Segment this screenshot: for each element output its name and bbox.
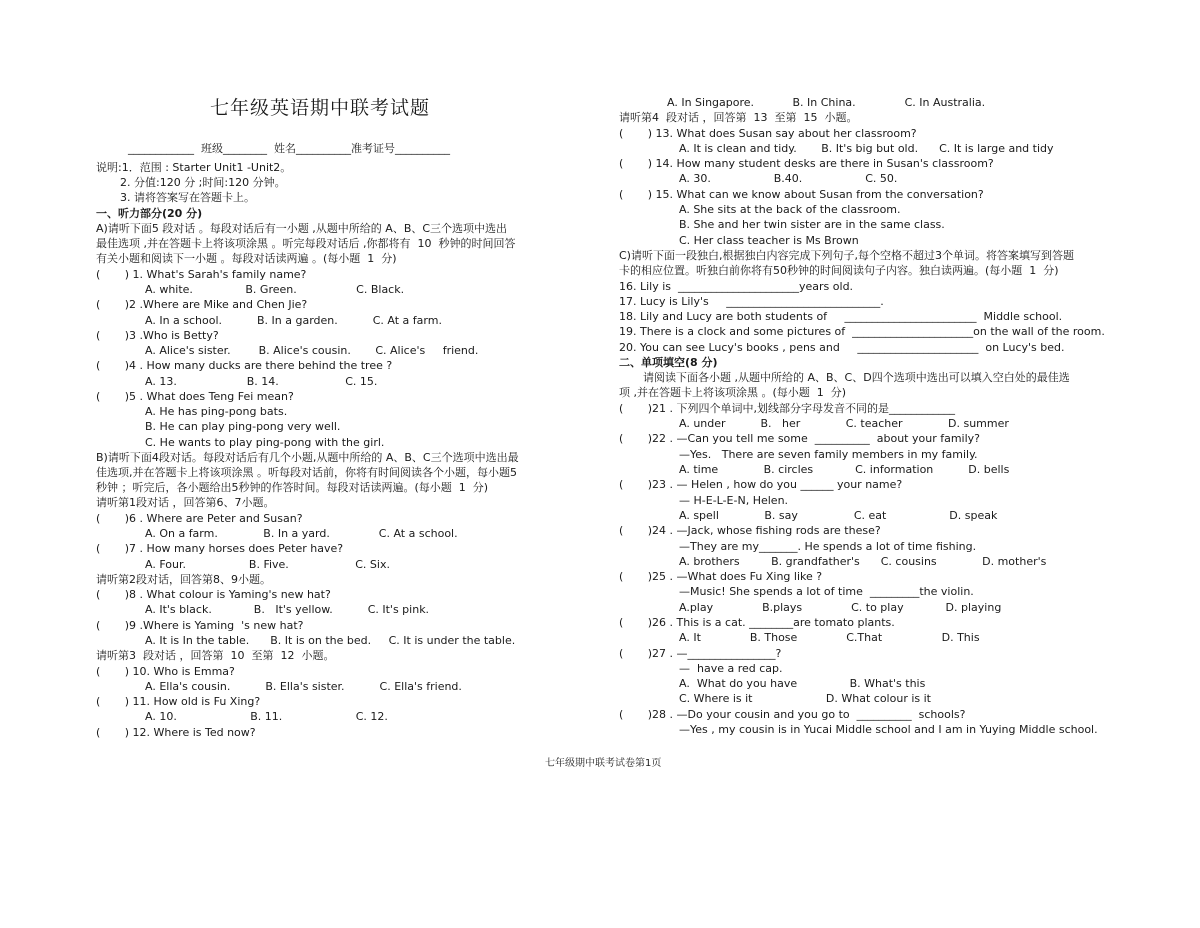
text-line: ( )24 . —Jack, whose fishing rods are these? [619,524,881,537]
text-line: 18. Lily and Lucy are both students of ________________________ Middle school. [619,310,1063,323]
text-line: A. Ella's cousin. B. Ella's sister. C. Ella's friend. [145,680,462,693]
text-line: — H-E-L-E-N, Helen. [679,494,789,507]
text-line: ( )25 . —What does Fu Xing like ? [619,570,823,583]
text-line: C. Where is it D. What colour is it [679,692,931,705]
text-line: C. Her class teacher is Ms Brown [679,234,859,247]
text-line: ( ) 14. How many student desks are there in Susan's classroom? [619,157,994,170]
text-line: 卡的相应位置。听独白前你将有50秒钟的时间阅读句子内容。独白读两遍。(每小题 1 分) [619,264,1059,277]
text-line: A. On a farm. B. In a yard. C. At a school. [145,527,458,540]
text-line: — have a red cap. [679,662,783,675]
text-line: ( )26 . This is a cat. ________are tomato plants. [619,616,895,629]
text-line: —Music! She spends a lot of time _________the violin. [679,585,974,598]
text-line: B. He can play ping-pong very well. [145,420,341,433]
text-line: —They are my_______. He spends a lot of time fishing. [679,540,977,553]
text-line: 19. There is a clock and some pictures of ______________________on the wall of the room. [619,325,1105,338]
text-line: 项 ,并在答题卡上将该项涂黑 。(每小题 1 分) [619,386,847,399]
text-line: A. It's black. B. It's yellow. C. It's pink. [145,603,430,616]
text-line: ( ) 13. What does Susan say about her classroom? [619,127,917,140]
text-line: —Yes , my cousin is in Yucai Middle school and I am in Yuying Middle school. [679,723,1098,736]
text-line: ( )28 . —Do your cousin and you go to __________ schools? [619,708,966,721]
text-line: 2. 分值:120 分 ;时间:120 分钟。 [120,176,286,189]
text-line: A.play B.plays C. to play D. playing [679,601,1002,614]
text-line: 秒钟 ；听完后，各小题给出5秒钟的作答时间。每段对话读两遍。(每小题 1 分) [96,481,489,494]
text-line: ( ) 12. Where is Ted now? [96,726,256,739]
text-line: A. He has ping-pong bats. [145,405,288,418]
text-line: A. It is clean and tidy. B. It's big but old. C. It is large and tidy [679,142,1054,155]
text-line: ( )6 . Where are Peter and Susan? [96,512,303,525]
text-line: A. Alice's sister. B. Alice's cousin. C. Alice's friend. [145,344,479,357]
text-line: 请听第3 段对话 ，回答第 10 至第 12 小题。 [96,649,335,662]
text-line: 请听第4 段对话 ，回答第 13 至第 15 小题。 [619,111,858,124]
text-line: 最佳选项 ,并在答题卡上将该项涂黑 。听完每段对话后 ,你都将有 10 秒钟的时间回答 [96,237,516,250]
text-line: A. It is In the table. B. It is on the bed. C. It is under the table. [145,634,516,647]
text-line: 一、听力部分(20 分) [96,207,203,220]
text-line: A. under B. her C. teacher D. summer [679,417,1009,430]
text-line: ( )4 . How many ducks are there behind the tree ? [96,359,393,372]
text-line: 16. Lily is ______________________years old. [619,280,854,293]
text-line: ( )8 . What colour is Yaming's new hat? [96,588,331,601]
text-line: ( ) 15. What can we know about Susan from the conversation? [619,188,984,201]
text-line: 佳选项,并在答题卡上将该项涂黑 。听每段对话前，你将有时间阅读各个小题，每小题5 [96,466,517,479]
text-line: 请听第1段对话 ，回答第6、7小题。 [96,496,275,509]
text-line: B. She and her twin sister are in the same class. [679,218,945,231]
text-line: A. 13. B. 14. C. 15. [145,375,378,388]
text-line: 3. 请将答案写在答题卡上。 [120,191,255,204]
student-info-fields: ____________ 班级________ 姓名__________准考证号__________ [128,142,450,155]
text-line: A. 30. B.40. C. 50. [679,172,898,185]
text-line: A. spell B. say C. eat D. speak [679,509,998,522]
text-line: 请听第2段对话，回答第8、9小题。 [96,573,271,586]
text-line: A. It B. Those C.That D. This [679,631,980,644]
text-line: 说明:1．范围 : Starter Unit1 -Unit2。 [96,161,292,174]
text-line: 请阅读下面各小题 ,从题中所给的 A、B、C、D四个选项中选出可以填入空白处的最佳选 [643,371,1070,384]
text-line: A. She sits at the back of the classroom. [679,203,901,216]
text-line: 20. You can see Lucy's books , pens and ______________________ on Lucy's bed. [619,341,1065,354]
text-line: A)请听下面5 段对话 。每段对话后有一小题 ,从题中所给的 A、B、C三个选项中选出 [96,222,508,235]
page-footer: 七年级期中联考试卷第1页 [545,758,662,769]
text-line: ( ) 11. How old is Fu Xing? [96,695,261,708]
text-line: 有关小题和阅读下一小题 。每段对话读两遍 。(每小题 1 分) [96,252,397,265]
text-line: A. time B. circles C. information D. bells [679,463,1010,476]
text-line: A. What do you have B. What's this [679,677,926,690]
text-line: ( )21 . 下列四个单词中,划线部分字母发音不同的是____________ [619,402,956,415]
text-line: ( )9 .Where is Yaming 's new hat? [96,619,304,632]
text-line: ( )27 . —________________? [619,647,782,660]
text-line: 二、单项填空(8 分) [619,356,718,369]
text-line: ( )23 . — Helen , how do you ______ your name? [619,478,903,491]
text-line: C. He wants to play ping-pong with the girl. [145,436,385,449]
text-line: A. 10. B. 11. C. 12. [145,710,388,723]
text-line: ( )22 . —Can you tell me some __________ about your family? [619,432,980,445]
text-line: A. brothers B. grandfather's C. cousins D. mother's [679,555,1047,568]
text-line: ( )3 .Who is Betty? [96,329,219,342]
text-line: ( )7 . How many horses does Peter have? [96,542,344,555]
text-line: ( ) 10. Who is Emma? [96,665,235,678]
text-line: ( )2 .Where are Mike and Chen Jie? [96,298,308,311]
text-line: B)请听下面4段对话。每段对话后有几个小题,从题中所给的 A、B、C三个选项中选出最 [96,451,519,464]
text-line: A. In a school. B. In a garden. C. At a farm. [145,314,442,327]
text-line: ( ) 1. What's Sarah's family name? [96,268,307,281]
text-line: A. Four. B. Five. C. Six. [145,558,390,571]
text-line: A. white. B. Green. C. Black. [145,283,405,296]
text-line: 17. Lucy is Lily's ____________________________. [619,295,884,308]
text-line: ( )5 . What does Teng Fei mean? [96,390,294,403]
text-line: A. In Singapore. B. In China. C. In Australia. [667,96,986,109]
exam-title: 七年级英语期中联考试题 [210,97,431,119]
text-line: C)请听下面一段独白,根据独白内容完成下列句子,每个空格不超过3个单词。将答案填写到答题 [619,249,1074,262]
text-line: —Yes. There are seven family members in my family. [679,448,978,461]
